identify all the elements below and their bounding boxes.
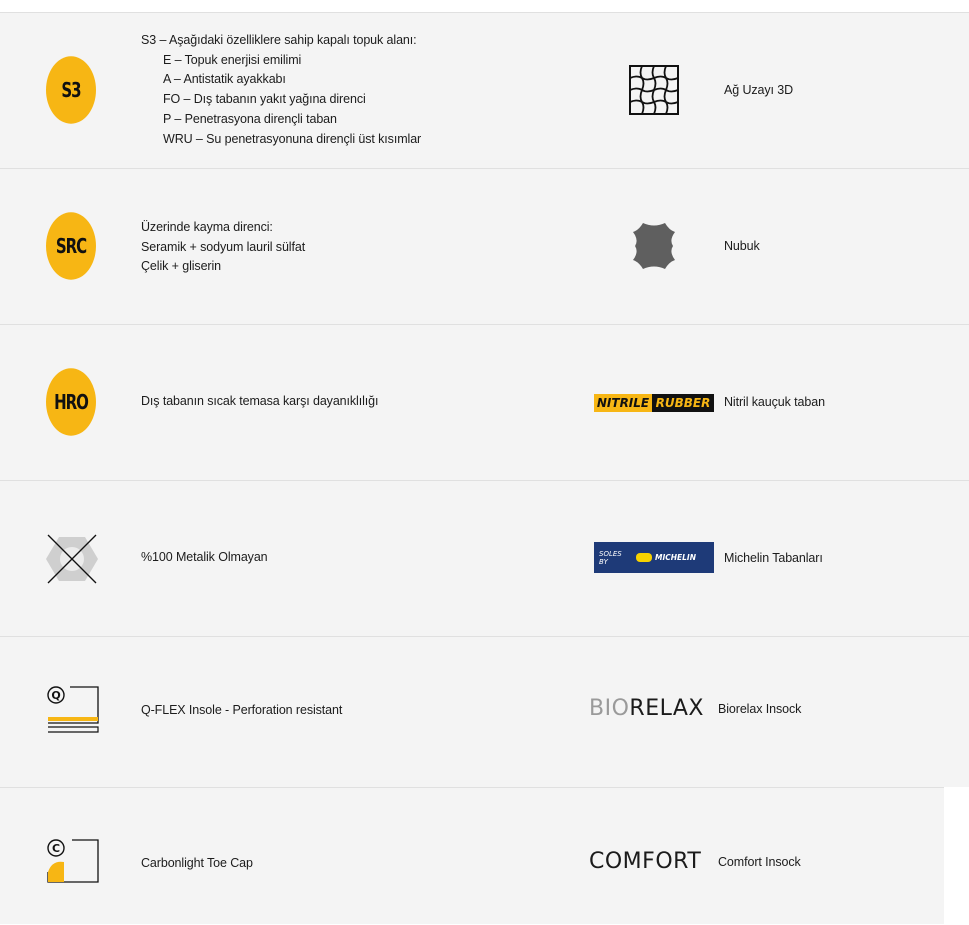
mesh-3d-icon [629,65,679,120]
svg-text:C: C [51,842,61,855]
q-flex-insole-icon [46,685,100,740]
src-description-line: Üzerinde kayma direnci: [141,220,273,234]
leather-hide-icon [631,220,677,277]
feature-grid [0,12,969,924]
s3-description-line: E – Topuk enerjisi emilimi [163,52,302,67]
feature-row-s3 [0,12,969,168]
feature-row-carbonlight [0,787,944,924]
carbon-toe-cap-icon [46,838,100,893]
src-badge-icon: SRC [46,221,96,271]
feature-row-q-flex [0,636,969,787]
nubuk-label: Nubuk [724,239,760,253]
src-description-line: Çelik + gliserin [141,259,222,274]
biorelax-logo: BIORELAX [589,696,704,721]
feature-row-src [0,168,969,324]
hro-badge-icon: HRO [46,377,96,427]
src-description [141,218,305,277]
non-metallic-icon [46,533,98,590]
non-metallic-description: %100 Metalik Olmayan [141,550,268,564]
biorelax-label: Biorelax Insock [718,702,802,716]
q-flex-description: Q-FLEX Insole - Perforation resistant [141,703,343,717]
s3-badge-icon: S3 [46,65,96,115]
feature-row-non-metallic [0,480,969,636]
carbonlight-description: Carbonlight Toe Cap [141,856,253,870]
src-description-line: Seramik + sodyum lauril sülfat [141,239,306,254]
feature-row-hro [0,324,969,480]
nitrile-rubber-logo: NITRILE RUBBER [594,394,714,412]
comfort-label: Comfort Insock [718,855,801,869]
s3-description-line: WRU – Su penetrasyonuna dirençli üst kısımlar [163,131,422,146]
comfort-logo: COMFORT [589,849,702,874]
svg-text:Q: Q [51,689,61,702]
michelin-soles-logo: SOLES BY MICHELIN [594,542,714,573]
hro-description: Dış tabanın sıcak temasa karşı dayanıklılığı [141,394,379,408]
mesh-3d-label: Ağ Uzayı 3D [724,83,794,97]
nitrile-label: Nitril kauçuk taban [724,395,825,409]
s3-description-line: P – Penetrasyona dirençli taban [163,111,337,126]
michelin-label: Michelin Tabanları [724,551,823,565]
s3-description [141,31,421,149]
s3-description-line: S3 – Aşağıdaki özelliklere sahip kapalı topuk alanı: [141,33,417,47]
s3-description-line: FO – Dış tabanın yakıt yağına direnci [163,92,366,107]
s3-description-line: A – Antistatik ayakkabı [163,72,286,87]
